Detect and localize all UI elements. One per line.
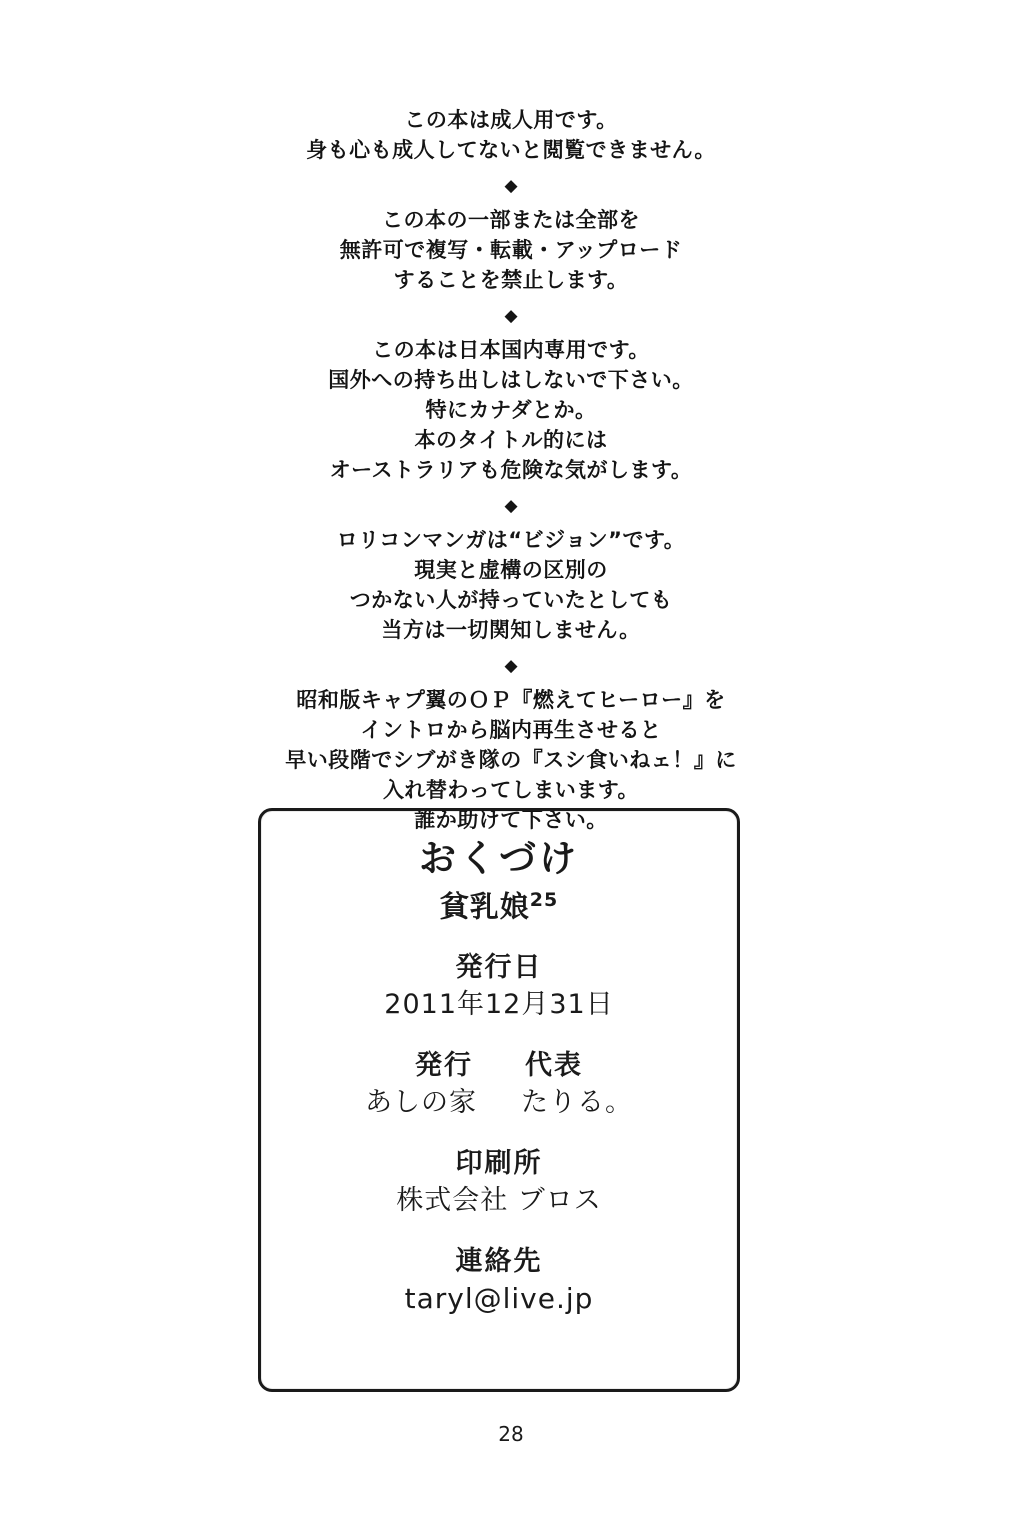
diamond-separator-icon: ◆ [504, 496, 518, 516]
diamond-separator-icon: ◆ [504, 306, 518, 326]
colophon-subtitle-main: 貧乳娘 [439, 889, 530, 924]
notice-block-reproduction [0, 205, 1022, 295]
notice-line: 現実と虚構の区別の [414, 558, 608, 582]
notice-line: 無許可で複写・転載・アップロード [339, 238, 683, 262]
colophon-section-contact [261, 1244, 737, 1318]
notice-block-fiction-disclaimer [0, 525, 1022, 645]
diamond-separator-icon: ◆ [504, 656, 518, 676]
date-value: 2011年12月31日 [384, 988, 614, 1020]
colophon-title: おくづけ [419, 837, 579, 880]
publisher-label: 発行 [415, 1049, 473, 1081]
notice-line: この本は成人用です。 [404, 108, 618, 132]
colophon-subtitle-number: 25 [529, 889, 559, 911]
colophon-subtitle [261, 881, 737, 926]
colophon-section-printer [261, 1146, 737, 1220]
publisher-labels-row [261, 1048, 737, 1084]
contact-email: taryl@live.jp [404, 1281, 594, 1315]
notice-line: することを禁止します。 [393, 268, 629, 292]
notice-line: 当方は一切関知しません。 [381, 618, 641, 642]
publisher-values-row [261, 1084, 737, 1122]
notice-line: イントロから脳内再生させると [360, 718, 662, 742]
notice-line: オーストラリアも危険な気がします。 [329, 458, 693, 482]
printer-label: 印刷所 [455, 1147, 543, 1179]
notice-block-adult-only [0, 105, 1022, 165]
notice-line: この本は日本国内専用です。 [372, 338, 650, 362]
notice-line: 早い段階でシブがき隊の『スシ食いねェ！』に [285, 748, 737, 772]
publisher-value: あしの家 [365, 1086, 477, 1118]
notice-line: 本のタイトル的には [414, 428, 608, 452]
printer-value: 株式会社 ブロス [396, 1184, 602, 1216]
notice-line: 国外への持ち出しはしないで下さい。 [328, 368, 694, 392]
notice-line: ロリコンマンガは“ビジョン”です。 [336, 528, 686, 552]
representative-value: たりる。 [521, 1086, 633, 1118]
contact-label: 連絡先 [455, 1245, 543, 1277]
colophon-section-publisher [261, 1048, 737, 1122]
notice-line: 誰か助けて下さい。 [414, 808, 608, 832]
colophon-section-date [261, 950, 737, 1024]
date-label: 発行日 [455, 951, 543, 983]
notice-line: 特にカナダとか。 [425, 398, 597, 422]
diamond-separator-icon: ◆ [504, 176, 518, 196]
notice-block-domestic-only [0, 335, 1022, 485]
notice-line: 昭和版キャプ翼のＯＰ『燃えてヒーロー』を [296, 688, 726, 712]
representative-label: 代表 [525, 1049, 583, 1081]
notice-line: 身も心も成人してないと閲覧できません。 [306, 138, 716, 162]
notice-line: つかない人が持っていたとしても [349, 588, 673, 612]
notice-line: この本の一部または全部を [382, 208, 640, 232]
notice-line: 入れ替わってしまいます。 [382, 778, 640, 802]
page-number: 28 [498, 1422, 524, 1446]
adult-notice-block [0, 105, 1022, 841]
colophon-box [258, 808, 740, 1392]
